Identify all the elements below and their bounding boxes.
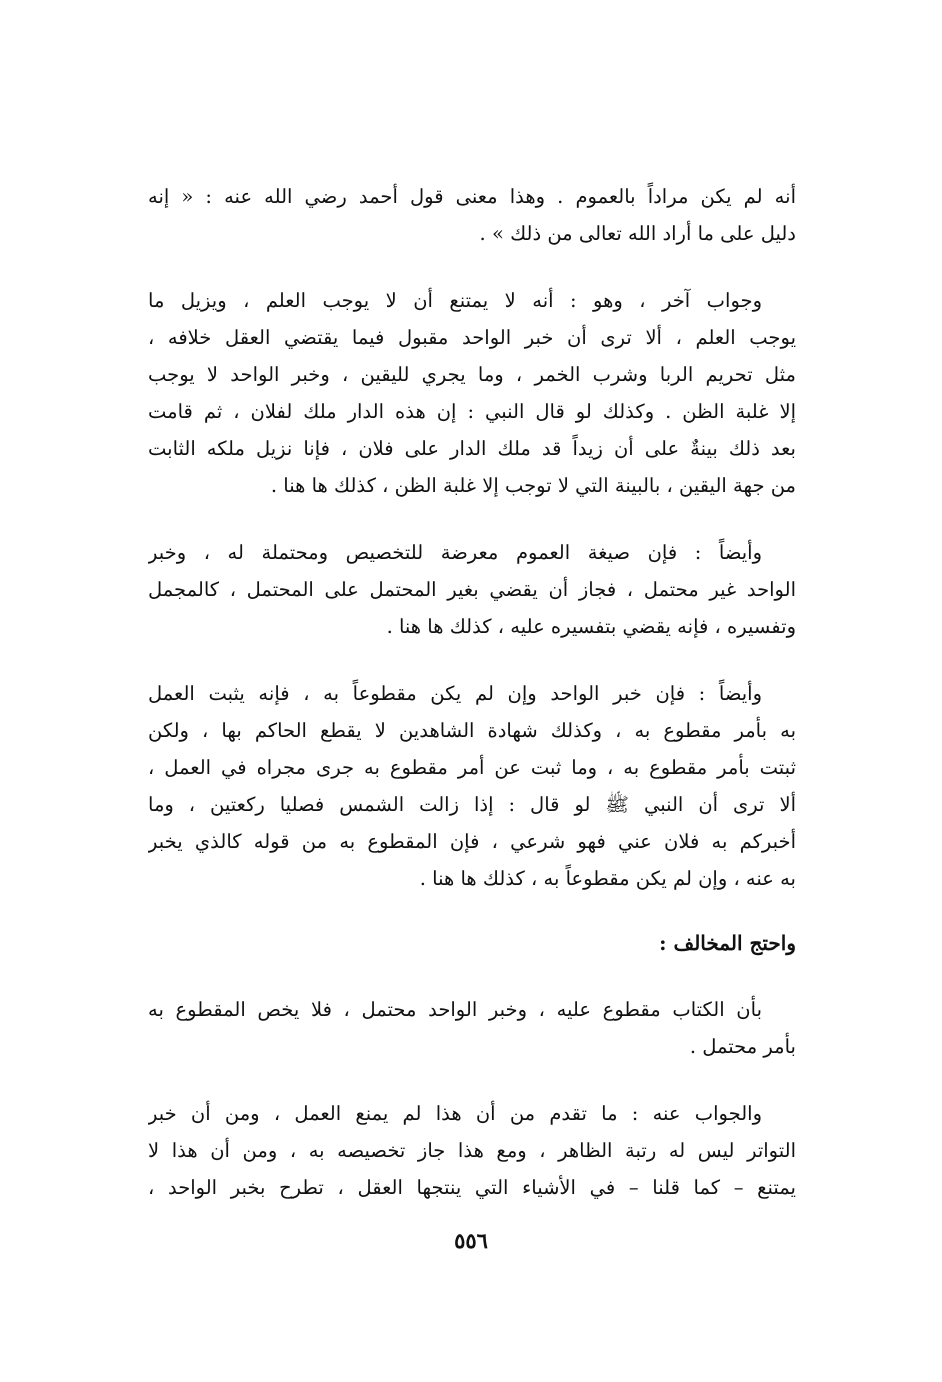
text-line: وجواب آخر ، وهو : أنه لا يمتنع أن لا يوجب العلم ، ويزيل ما [148, 289, 762, 312]
text-line: بأن الكتاب مقطوع عليه ، وخبر الواحد محتمل ، فلا يخص المقطوع به [148, 998, 762, 1021]
text-line: أنه لم يكن مراداً بالعموم . وهذا معنى قول أحمد رضي الله عنه : « إنه [148, 185, 796, 208]
paragraph-4 [148, 675, 796, 897]
text-line: إلا غلبة الظن . وكذلك لو قال النبي : إن هذه الدار ملك لفلان ، ثم قامت [148, 400, 796, 423]
page-number: ٥٥٦ [454, 1228, 488, 1253]
page-body [148, 178, 796, 1258]
text-line: مثل تحريم الربا وشرب الخمر ، وما يجري لليقين ، وخبر الواحد لا يوجب [148, 363, 796, 386]
text-line: وتفسيره ، فإنه يقضي بتفسيره عليه ، كذلك ها هنا . [386, 615, 796, 638]
text-line: يوجب العلم ، ألا ترى أن خبر الواحد مقبول فيما يقتضي العقل خلافه ، [148, 326, 796, 349]
text-line: وأيضاً : فإن صيغة العموم معرضة للتخصيص ومحتملة له ، وخبر [148, 541, 762, 564]
paragraph-3 [148, 534, 796, 645]
paragraph-5 [148, 991, 796, 1065]
text-line: التواتر ليس له رتبة الظاهر ، ومع هذا جاز تخصيصه به ، ومن أن هذا لا [148, 1139, 796, 1162]
text-line: دليل على ما أراد الله تعالى من ذلك » . [479, 222, 796, 245]
text-line: وأيضاً : فإن خبر الواحد وإن لم يكن مقطوعاً به ، فإنه يثبت العمل [148, 682, 762, 705]
text-line: به بأمر مقطوع به ، وكذلك شهادة الشاهدين لا يقطع الحاكم بها ، ولكن [148, 719, 796, 742]
text-line: به عنه ، وإن لم يكن مقطوعاً به ، كذلك ها هنا . [419, 867, 796, 890]
paragraph-6 [148, 1095, 796, 1206]
text-line: بأمر محتمل . [689, 1035, 796, 1058]
paragraph-1 [148, 178, 796, 252]
text-line: أخبركم به فلان عني فهو شرعي ، فإن المقطوع به من قوله كالذي يخبر [148, 830, 796, 853]
text-line: بعد ذلك بينةٌ على أن زيداً قد ملك الدار على فلان ، فإنا نزيل ملكه الثابت [148, 437, 796, 460]
text-line: والجواب عنه : ما تقدم من أن هذا لم يمنع العمل ، ومن أن خبر [148, 1102, 762, 1125]
section-heading: واحتج المخالف : [659, 931, 796, 955]
text-line: الواحد غير محتمل ، فجاز أن يقضي بغير المحتمل على المحتمل ، كالمجمل [148, 578, 796, 601]
text-line: يمتنع – كما قلنا – في الأشياء التي ينتجها العقل ، تطرح بخبر الواحد ، [148, 1176, 796, 1199]
text-line: من جهة اليقين ، بالبينة التي لا توجب إلا غلبة الظن ، كذلك ها هنا . [270, 474, 796, 497]
text-line: ألا ترى أن النبي ﷺ لو قال : إذا زالت الشمس فصليا ركعتين ، وما [148, 793, 796, 816]
text-line: ثبتت بأمر مقطوع به ، وما ثبت عن أمر مقطوع به جرى مجراه في العمل ، [148, 756, 796, 779]
paragraph-2 [148, 282, 796, 504]
